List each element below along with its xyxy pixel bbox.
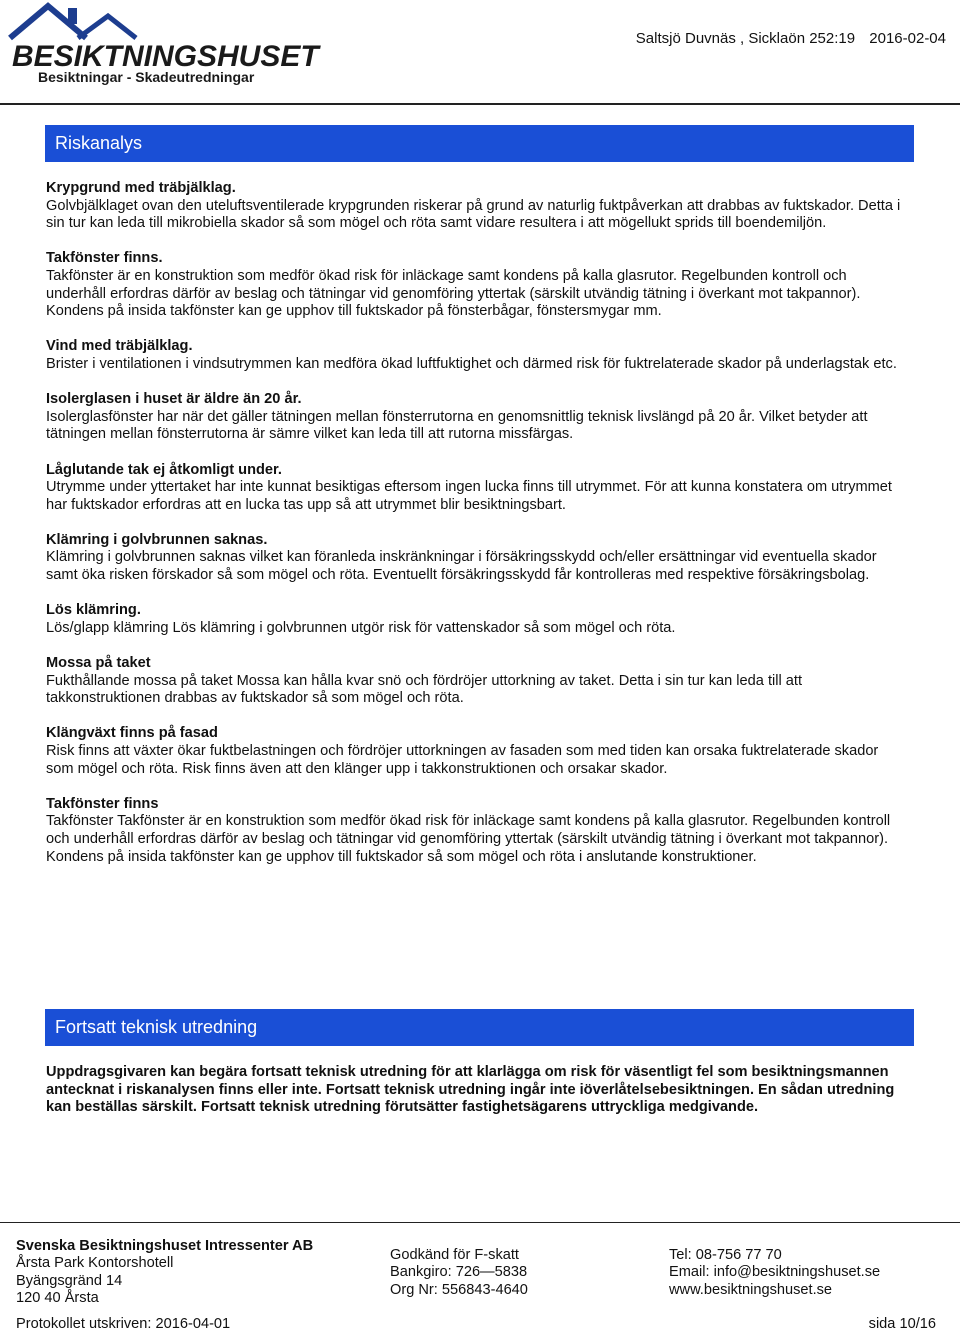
risk-item-body: Golvbjälklaget ovan den uteluftsventilerade krypgrunden riskerar på grund av naturlig fuktpåverkan att drabbas av fuktskador. Detta i sin tur kan leda till mikrobiella skador så som mögel och röta samt vidare resultera i att mögellukt sprids till boendemiljön.: [46, 197, 901, 232]
risk-item-body: Klämring i golvbrunnen saknas vilket kan föranleda inskränkningar i försäkringsskydd och/eller ersättningar vid eventuella skador samt öka risken förskador så som mögel och röta. Eventuellt försäkringsskydd får kontrolleras med respektive försäkringsbolag.: [46, 549, 877, 584]
risk-item: [46, 462, 906, 515]
footer-website: www.besiktningshuset.se: [669, 1281, 833, 1298]
risk-item-title: Mossa på taket: [46, 655, 151, 672]
footer-orgnr: Org Nr: 556843-4640: [390, 1281, 528, 1298]
risk-item-title: Låglutande tak ej åtkomligt under.: [46, 461, 282, 478]
risk-item-body: Brister i ventilationen i vindsutrymmen kan medföra ökad luftfuktighet och därmed risk för fuktrelaterade skador på underlagstak etc.: [46, 355, 897, 372]
risk-item-body: Fukthållande mossa på taket Mossa kan hålla kvar snö och fördröjer uttorkning av taket. Detta i sin tur kan leda till att takkonstruktionen drabbas av fuktskador så som mögel och röta.: [46, 672, 803, 707]
risk-item: [46, 338, 906, 373]
fortsatt-heading: Fortsatt teknisk utredning: [45, 1009, 914, 1046]
company-logo: [8, 0, 338, 90]
footer-printed-date: Protokollet utskriven: 2016-04-01: [16, 1316, 231, 1332]
logo-wordmark: BESIKTNINGSHUSET: [12, 40, 319, 73]
header-divider: [0, 103, 960, 105]
footer-company-name: Svenska Besiktningshuset Intressenter AB: [16, 1238, 314, 1254]
risk-item-title: Klämring i golvbrunnen saknas.: [46, 531, 268, 548]
house-logo-icon: [8, 0, 338, 90]
risk-item-body: Isolerglasfönster har när det gäller tätningen mellan fönsterrutorna en genomsnittlig teknisk livslängd på 20 år. Vilket betyder att tätningen mellan fönsterrutorna är sämre vilket kan leda till att rutorna missfärgas.: [46, 408, 868, 443]
risk-item-title: Takfönster finns.: [46, 250, 163, 267]
risk-item: [46, 655, 906, 708]
footer-address-line: 120 40 Årsta: [16, 1290, 99, 1307]
risk-item-body: Risk finns att växter ökar fuktbelastningen och fördröjer uttorkningen av fasaden som med tiden kan orsaka fuktrelaterade skador som mögel och röta. Risk finns även att den klänger upp i takkonstruktionen och orsakar skador.: [46, 743, 879, 777]
risk-item-title: Klängväxt finns på fasad: [46, 725, 218, 742]
riskanalys-list: [46, 180, 906, 884]
risk-item-title: Lös klämring.: [46, 602, 141, 619]
footer-divider: [0, 1222, 960, 1223]
risk-item: [46, 796, 906, 866]
risk-item: [46, 391, 906, 444]
footer-contact-block: [669, 1247, 880, 1299]
risk-item: [46, 532, 906, 585]
footer-address-line: Årsta Park Kontorshotell: [16, 1255, 174, 1272]
footer-company-block: [16, 1238, 313, 1308]
risk-item: [46, 725, 906, 778]
risk-item-body: Takfönster är en konstruktion som medför ökad risk för inläckage samt kondens på kalla glasrutor. Regelbunden kontroll och underhåll erfordras därför av beslag och tätningar vid genomföring yttertak (särskilt utvändig tätning i överkant mot takpannor). Kondens på insida takfönster kan ge upphov till fuktskador på fönsterbågar, fönstersmygar mm.: [46, 267, 861, 320]
risk-item: [46, 250, 906, 320]
risk-item-title: Krypgrund med träbjälklag.: [46, 180, 236, 196]
risk-item-body: Takfönster Takfönster är en konstruktion som medför ökad risk för inläckage samt kondens på kalla glasrutor. Regelbunden kontroll och underhåll erfordras därför av beslag och tätningar vid genomföring yttertak (särskilt utvändig tätning i överkant mot takpannor). Kondens på insida takfönster kan ge upphov till fuktskador så som mögel och röta i anslutande konstruktioner.: [46, 813, 891, 865]
fortsatt-body: Uppdragsgivaren kan begära fortsatt teknisk utredning för att klarlägga om risk för väsentligt fel som besiktningsmannen antecknat i riskanalysen finns eller inte. Fortsatt teknisk utredning ingår inte iöverlåtelsebesiktningen. En sådan utredning kan beställas särskilt. Fortsatt teknisk utredning förutsätter fastighetsägarens uttryckliga medgivande.: [46, 1064, 895, 1116]
footer-email: Email: info@besiktningshuset.se: [669, 1264, 881, 1281]
footer-address-line: Byängsgränd 14: [16, 1272, 123, 1289]
risk-item-body: Lös/glapp klämring Lös klämring i golvbrunnen utgör risk för vattenskador så som mögel och röta.: [46, 619, 676, 636]
footer-fskatt: Godkänd för F-skatt: [390, 1247, 519, 1263]
risk-item: [46, 602, 906, 637]
footer-finance-block: [390, 1247, 528, 1299]
footer-bankgiro: Bankgiro: 726—5838: [390, 1264, 528, 1281]
header-meta: [636, 30, 946, 47]
risk-item: [46, 180, 906, 233]
inspection-date: 2016-02-04: [869, 30, 946, 47]
property-location: Saltsjö Duvnäs , Sicklaön 252:19: [635, 30, 856, 47]
footer-page-number: sida 10/16: [868, 1316, 936, 1332]
risk-item-title: Takfönster finns: [46, 795, 159, 812]
risk-item-body: Utrymme under yttertaket har inte kunnat besiktigas eftersom ingen lucka finns till utrymmet. För att kunna konstatera om utrymmet har fuktskador erfordras att en lucka tas upp så att utrymmet blir besiktningsbart.: [46, 479, 892, 513]
risk-item-title: Vind med träbjälklag.: [46, 338, 193, 355]
logo-tagline: Besiktningar - Skadeutredningar: [38, 69, 255, 85]
footer-phone: Tel: 08-756 77 70: [669, 1247, 782, 1263]
risk-item-title: Isolerglasen i huset är äldre än 20 år.: [46, 391, 302, 408]
riskanalys-heading: Riskanalys: [45, 125, 914, 162]
page-header: [0, 0, 960, 104]
